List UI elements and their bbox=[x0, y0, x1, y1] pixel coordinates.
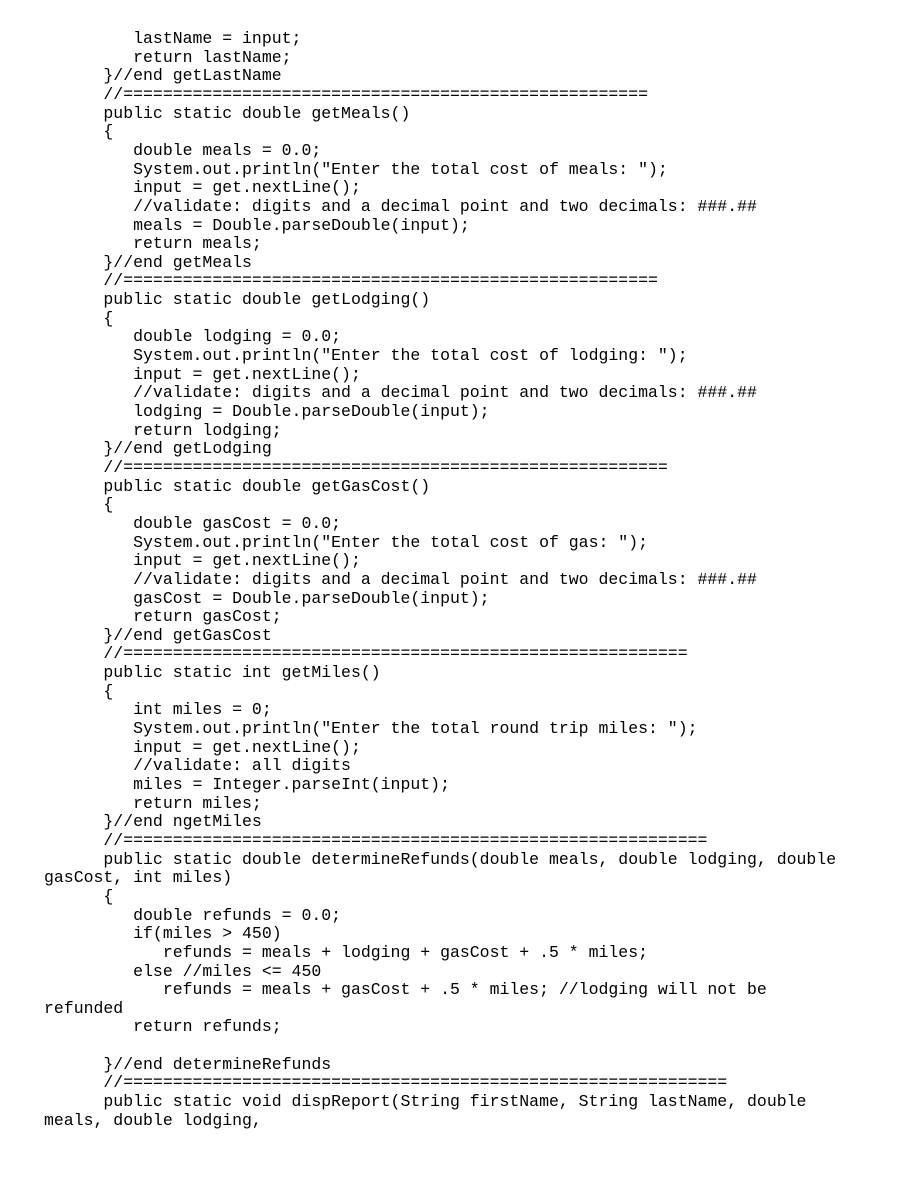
code-line: { bbox=[44, 495, 114, 515]
code-line: //validate: all digits bbox=[44, 756, 351, 776]
code-line: int miles = 0; bbox=[44, 700, 272, 720]
code-line: refunded bbox=[44, 998, 124, 1018]
code-line: return miles; bbox=[44, 793, 262, 813]
code-line: public static double getMeals() bbox=[44, 103, 411, 123]
code-line: public static double getGasCost() bbox=[44, 476, 431, 496]
code-line: meals, double lodging, bbox=[44, 1110, 262, 1130]
code-line: return lastName; bbox=[44, 47, 292, 67]
code-line: double meals = 0.0; bbox=[44, 140, 322, 160]
code-line: System.out.println("Enter the total round trip miles: "); bbox=[44, 719, 698, 739]
code-line: refunds = meals + lodging + gasCost + .5 * miles; bbox=[44, 942, 648, 962]
code-line: public static double determineRefunds(double meals, double lodging, double bbox=[44, 849, 837, 869]
code-line: miles = Integer.parseInt(input); bbox=[44, 775, 450, 794]
code-line: meals = Double.parseDouble(input); bbox=[44, 215, 470, 235]
code-line: if(miles > 450) bbox=[44, 924, 282, 944]
code-line: public static void dispReport(String firstName, String lastName, double bbox=[44, 1092, 807, 1112]
code-line: public static int getMiles() bbox=[44, 663, 381, 683]
code-line: System.out.println("Enter the total cost of gas: "); bbox=[44, 532, 648, 552]
code-line: //===================================================== bbox=[44, 84, 648, 104]
code-line: return gasCost; bbox=[44, 607, 282, 627]
code-line: gasCost = Double.parseDouble(input); bbox=[44, 588, 490, 608]
code-line: //============================================================= bbox=[44, 1073, 728, 1093]
code-line: //validate: digits and a decimal point and two decimals: ###.## bbox=[44, 196, 757, 216]
code-line: //validate: digits and a decimal point and two decimals: ###.## bbox=[44, 383, 757, 403]
code-line: public static double getLodging() bbox=[44, 290, 431, 310]
code-line: System.out.println("Enter the total cost of meals: "); bbox=[44, 159, 668, 179]
code-line: }//end getGasCost bbox=[44, 625, 272, 645]
code-line: //======================================================= bbox=[44, 457, 668, 477]
code-line: }//end getLodging bbox=[44, 439, 272, 459]
code-line: else //miles <= 450 bbox=[44, 961, 322, 981]
code-line: }//end getMeals bbox=[44, 252, 252, 272]
code-line: lastName = input; bbox=[44, 29, 302, 48]
code-line: //====================================================== bbox=[44, 271, 658, 291]
code-line: input = get.nextLine(); bbox=[44, 178, 361, 198]
code-line: //validate: digits and a decimal point and two decimals: ###.## bbox=[44, 569, 757, 589]
code-line: input = get.nextLine(); bbox=[44, 737, 361, 757]
code-line: double refunds = 0.0; bbox=[44, 905, 342, 925]
code-line: lodging = Double.parseDouble(input); bbox=[44, 402, 490, 421]
code-line: }//end getLastName bbox=[44, 66, 282, 86]
code-line: }//end ngetMiles bbox=[44, 812, 262, 832]
code-line: System.out.println("Enter the total cost of lodging: "); bbox=[44, 346, 688, 366]
code-line: input = get.nextLine(); bbox=[44, 364, 361, 384]
code-line: { bbox=[44, 122, 114, 142]
code-line: double lodging = 0.0; bbox=[44, 327, 342, 347]
code-line: refunds = meals + gasCost + .5 * miles; //lodging will not be bbox=[44, 980, 767, 1000]
code-line: return meals; bbox=[44, 234, 262, 254]
code-line: input = get.nextLine(); bbox=[44, 551, 361, 571]
code-line: { bbox=[44, 681, 114, 701]
code-line: //========================================================= bbox=[44, 644, 688, 664]
code-line: { bbox=[44, 886, 114, 906]
code-line: }//end determineRefunds bbox=[44, 1054, 332, 1074]
code-line: gasCost, int miles) bbox=[44, 868, 233, 888]
code-line: //=========================================================== bbox=[44, 830, 708, 850]
code-line: { bbox=[44, 308, 114, 328]
code-line: return lodging; bbox=[44, 420, 282, 440]
code-line: double gasCost = 0.0; bbox=[44, 513, 342, 533]
code-line: return refunds; bbox=[44, 1017, 282, 1037]
